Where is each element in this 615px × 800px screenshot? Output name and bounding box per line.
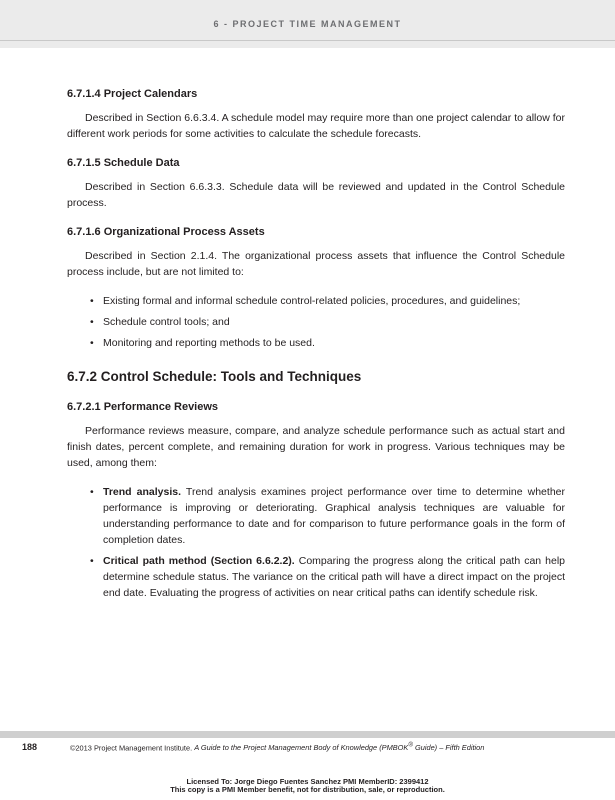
- paragraph-project-calendars: Described in Section 6.6.3.4. A schedule model may require more than one project calendar to allow for different work periods for some activities to calculate the schedule forecasts.: [67, 112, 565, 140]
- list-item: • Critical path method (Section 6.6.2.2). Comparing the progress along the critical path can help determine schedule status. The variance on the critical path will have a direct impact on the project end date. Evaluating the progress of activities on near critical paths can identify schedule risk.: [90, 555, 565, 599]
- heading-6-7-2: 6.7.2 Control Schedule: Tools and Techniques: [67, 369, 362, 384]
- footer-band: [0, 731, 615, 738]
- bullet-icon: •: [90, 337, 94, 349]
- page-body: [67, 86, 565, 614]
- list-item: • Existing formal and informal schedule control-related policies, procedures, and guidelines;: [90, 295, 521, 307]
- bullet-list-techniques: [67, 484, 565, 601]
- bullet-icon: •: [90, 555, 94, 567]
- chapter-title: 6 - PROJECT TIME MANAGEMENT: [213, 19, 402, 29]
- bullet-icon: •: [90, 486, 94, 498]
- page-header: [0, 0, 615, 48]
- list-item: • Trend analysis. Trend analysis examines project performance over time to determine whether performance is improving or deteriorating. Graphical analysis techniques are valuable for understanding performance to date and for comparison to future performance goals in the form of completion dates.: [90, 486, 565, 546]
- heading-6-7-1-4: 6.7.1.4 Project Calendars: [67, 88, 198, 100]
- heading-6-7-1-5: 6.7.1.5 Schedule Data: [67, 157, 180, 169]
- heading-6-7-1-6: 6.7.1.6 Organizational Process Assets: [67, 226, 265, 238]
- bullet-list-assets: [67, 293, 565, 351]
- paragraph-performance-reviews: Performance reviews measure, compare, and analyze schedule performance such as actual start and finish dates, percent complete, and remaining duration for work in progress. Various techniques may be used, among them:: [67, 425, 565, 469]
- bullet-icon: •: [90, 316, 94, 328]
- term-trend-analysis: Trend analysis.: [103, 486, 182, 498]
- page-number: 188: [22, 742, 38, 752]
- license-notice: Licensed To: Jorge Diego Fuentes Sanchez PMI MemberID: 2399412 This copy is a PMI Member benefit, not for distribution, sale, or reproduction.: [170, 777, 445, 794]
- bullet-icon: •: [90, 295, 94, 307]
- header-divider: [0, 40, 615, 41]
- list-item: • Schedule control tools; and: [90, 316, 230, 328]
- heading-6-7-2-1: 6.7.2.1 Performance Reviews: [67, 401, 219, 413]
- paragraph-schedule-data: Described in Section 6.6.3.3. Schedule data will be reviewed and updated in the Control Schedule process.: [67, 181, 565, 209]
- term-critical-path: Critical path method (Section 6.6.2.2).: [103, 555, 295, 567]
- list-item: • Monitoring and reporting methods to be used.: [90, 337, 315, 349]
- footer-citation: ©2013 Project Management Institute. A Guide to the Project Management Body of Knowledge (PMBOK® Guide) – Fifth Edition: [70, 742, 485, 753]
- paragraph-organizational-assets: Described in Section 2.1.4. The organizational process assets that influence the Control Schedule process include, but are not limited to:: [67, 250, 565, 278]
